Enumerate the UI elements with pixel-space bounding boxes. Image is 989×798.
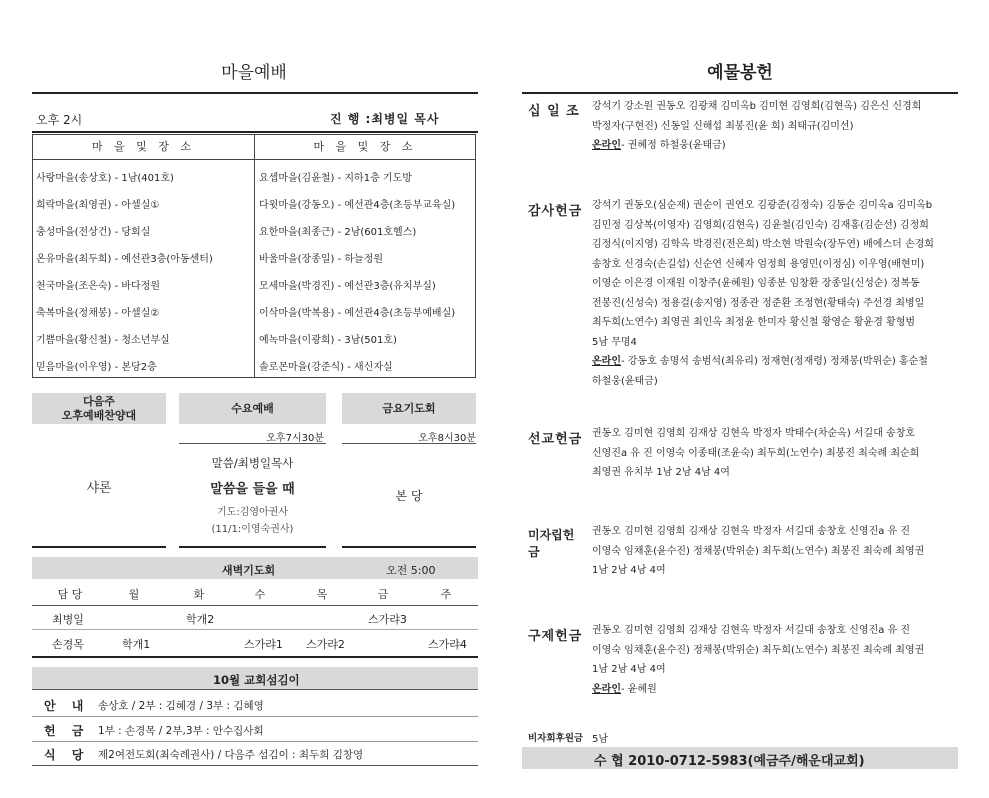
servants-row-rule [32,741,478,742]
servants-rule [32,689,478,690]
village-divider [254,135,255,377]
tithe-label: 십 일 조 [528,104,580,119]
dawn-text: 스가랴1 [244,638,283,651]
dawn-leader-2: 손경목 [52,638,84,651]
day-header: 목 [316,588,328,601]
village-item: 다윗마을(강동오) - 예선관4층(초등부교육실) [259,200,456,211]
village-item: 사랑마을(송상호) - 1남(401호) [36,173,174,184]
village-item: 예녹마을(이광희) - 3남(501호) [259,335,397,346]
wednesday-sermon: 말씀/최병일목사 [211,456,294,470]
dawn-text: 스가랴4 [428,638,467,651]
choir-name: 샤론 [86,481,112,496]
choir-label: 오후예배찬양대 [61,408,137,422]
donor-line: 전봉진(신성숙) 정용걸(송지영) 정종관 정준환 조정현(황태숙) 주선경 최병일 [592,297,925,309]
donor-line: 강석기 강소원 권동오 김광채 김미옥b 김미현 김영희(김현옥) 김은신 신경희 [592,101,922,112]
online-line-cont: 하철웅(윤태금) [592,375,658,387]
donor-line: 5남 무명4 [592,336,637,348]
dawn-text: 학개1 [122,638,151,651]
village-col-header-right: 마 을 및 장 소 [255,135,475,160]
online-line [592,136,960,156]
donor-line: 이영숙 임채훈(윤수진) 정채봉(박위순) 최두희(노연수) 최봉진 최숙례 최영권 [592,545,925,557]
day-header: 수 [254,588,266,601]
donor-line: 송창호 신경숙(손길섭) 신순연 신혜자 엄정희 용영민(이정심) 이우영(배현미) [592,258,925,270]
day-header: 화 [193,588,205,601]
friday-place: 본 당 [395,489,423,503]
online-text: - 윤혜원 [620,683,657,695]
guide-label: 안 내 [44,699,90,713]
donor-line: 권동오 김미현 김영희 김재상 김현옥 박정자 박태수(차순옥) 서길대 송창호 [592,428,916,439]
day-header: 담 당 [57,588,83,601]
days-rule [32,605,478,606]
dawn-prayer-time: 오전 5:00 [386,564,436,577]
wed-time-rule [179,443,326,444]
offering-label: 헌 금 [44,724,90,738]
donor-line: 김정식(이지영) 김학옥 박경진(전은희) 박소현 박원숙(장두연) 배에스더 손경희 [592,239,934,250]
fri-time-rule [342,443,476,444]
sponsor-label: 비자회후원금 [528,733,584,744]
title-rule [32,92,478,94]
next-week-label: 다음주 [83,394,115,408]
choir-bottom-rule [32,546,166,548]
online-label: 온라인 [592,683,621,695]
offering-title-rule [522,92,958,94]
online-text: - 권혜정 하철웅(윤태금) [620,140,726,151]
dawn-text: 스가랴2 [306,638,345,651]
dawn-text: 스가랴3 [368,613,407,626]
donor-line: 이영순 이은경 이재원 이창주(윤혜원) 임종분 임창환 장종일(신성순) 정복동 [592,278,920,289]
servants-bottom-rule [32,765,478,766]
donor-line: 권동오 김미현 김영희 김재상 김현옥 박정자 서길대 송창호 신영진a 유 진 [592,526,911,537]
village-item: 이삭마을(박복용) - 예선관4층(초등부예배실) [259,308,456,319]
village-item: 충성마을(전상건) - 당회실 [36,227,151,238]
online-label: 온라인 [592,356,621,367]
wed-bottom-rule [179,546,326,548]
kitchen-label: 식 당 [44,748,90,762]
offering-title: 예물봉헌 [707,63,773,83]
thanks-label: 감사헌금 [528,204,583,219]
village-item: 희락마을(최영권) - 아셀실① [36,200,160,211]
time-rule [32,131,478,133]
friday-prayer-header: 금요기도회 [342,393,476,424]
bank-account: 수 협 2010-0712-5983(예금주/해운대교회) [594,754,865,769]
online-text: - 강동호 송명석 송범석(최유리) 정재현(정재령) 정채봉(박위순) 홍순철 [620,356,928,367]
village-item: 요한마을(최종근) - 2남(601호헬스) [259,227,417,238]
day-header: 금 [377,588,389,601]
online-label: 온라인 [592,140,621,151]
offering-text: 1부 : 손경목 / 2부,3부 : 안수집사회 [98,725,264,737]
donor-line: 박정자(구현진) 신동일 신해섭 최봉진(윤 희) 최태규(김미선) [592,120,854,132]
dawn-text: 학개2 [186,613,215,626]
sponsor-text: 5남 [592,734,609,745]
day-header: 주 [440,588,452,601]
village-item: 솔로몬마을(강준식) - 새신자실 [259,362,393,373]
donor-line: 신영진a 유 진 이영숙 이종태(조윤숙) 최두희(노연수) 최봉진 최숙례 최순희 [592,447,920,459]
village-table [32,134,476,378]
guide-text: 송상호 / 2부 : 김혜경 / 3부 : 김혜영 [98,700,264,712]
village-item: 천국마을(조은숙) - 바다정원 [36,281,161,292]
online-line [592,352,960,372]
friday-time: 오후8시30분 [418,433,476,444]
donor-line: 권동오 김미현 김영희 김재상 김현옥 박정자 서길대 송창호 신영진a 유 진 [592,625,911,636]
support-label: 미자립헌금 [528,528,575,559]
servants-title: 10월 교회섬김이 [213,673,300,687]
donor-line: 이영숙 임채훈(윤수진) 정채봉(박위순) 최두희(노연수) 최봉진 최숙례 최영권 [592,644,925,656]
donor-line: 강석기 권동오(심순재) 권순이 권연오 김광준(김정숙) 김동순 김미옥a 김미옥b [592,200,933,211]
fri-bottom-rule [342,546,476,548]
donor-line: 1남 2남 4남 4여 [592,565,666,576]
online-line [592,680,960,700]
wednesday-time: 오후7시30분 [266,433,324,444]
wednesday-prayer-next: (11/1:이영숙권사) [211,524,294,535]
village-item: 믿음마을(이우영) - 본당2층 [36,362,157,373]
dawn-leader-1: 최병일 [52,613,84,626]
next-week-choir-header [32,393,166,424]
worship-time: 오후 2시 [36,113,83,127]
mission-label: 선교헌금 [528,432,583,447]
donor-line: 최영권 유치부 1남 2남 4남 4여 [592,467,730,478]
wednesday-prayer: 기도:김영아권사 [217,507,288,518]
servants-row-rule [32,716,478,717]
kitchen-text: 제2여전도회(최숙례권사) / 다음주 섬김이 : 최두희 김창영 [98,749,364,761]
village-item: 기쁨마을(황신철) - 청소년부실 [36,335,170,346]
donor-line: 1남 2남 4남 4여 [592,664,666,675]
wednesday-service-header: 수요예배 [179,393,326,424]
village-item: 바울마을(장종일) - 하늘정원 [259,254,384,265]
village-item: 모세마을(박경진) - 예선관3층(유치부실) [259,281,436,292]
wednesday-topic: 말씀을 들을 때 [210,482,295,497]
village-col-header-left: 마 을 및 장 소 [33,135,254,160]
village-item: 축복마을(정채봉) - 아셀실② [36,308,160,319]
village-item: 요셉마을(김윤철) - 지하1층 기도방 [259,173,412,184]
worship-title: 마을예배 [221,63,287,83]
day-header: 월 [128,588,140,601]
dawn-row-rule [32,629,478,630]
dawn-prayer-title: 새벽기도회 [222,564,276,577]
donor-line: 김민정 김상복(이영자) 김영희(김현옥) 김윤철(김인숙) 김재홍(김순선) 김정희 [592,219,929,231]
worship-leader: 진 행 :최병일 목사 [330,112,440,126]
relief-label: 구제헌금 [528,629,583,644]
dawn-bottom-rule [32,656,478,658]
village-item: 온유마을(최두희) - 예선관3층(아동센터) [36,254,213,265]
donor-line: 최두희(노연수) 최영권 최인옥 최정윤 한미자 황신철 황영순 황윤경 황형범 [592,317,916,328]
